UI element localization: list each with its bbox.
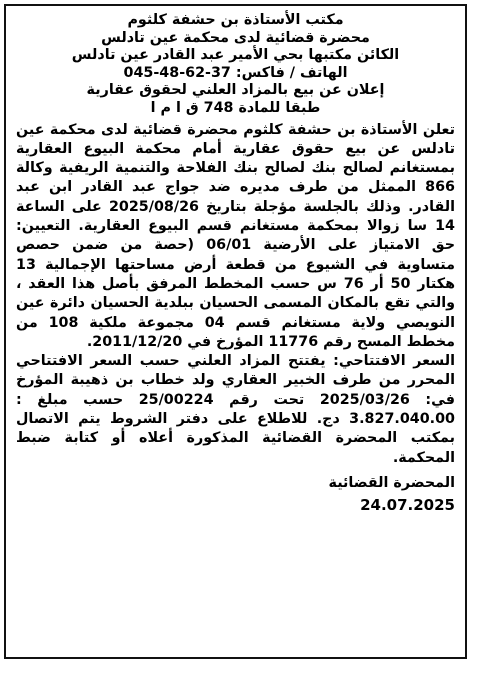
office-title: محضرة قضائية لدى محكمة عين تادلس (101, 29, 370, 46)
office-address: الكائن مكتبها بحي الأمير عبد القادر عين تادلس (71, 47, 400, 64)
notice-title: إعلان عن بيع بالمزاد العلني لحقوق عقارية (86, 82, 385, 99)
notice-paragraph-sale: تعلن الأستاذة بن حشفة كلثوم محضرة قضائية لدى محكمة عين تادلس عن بيع حقوق عقارية أمام محكمة البيوع العقارية بمستغانم لصالح بنك لصالح بنك الفلاحة والتنمية الريفية وكالة 866 الممثل من طرف مديره ضد جواج عبد القادر ابن عبد القادر. وذلك بالجلسة مؤجلة بتاريخ 2025/08/26 على الساعة 14 سا زوالا بمحكمة مستغانم قسم البيوع العقارية. التعيين: حق الامتياز على الأرضية 06/01 (حصة من ضمن حصص متساوية في الشيوع من قطعة أرض مساحتها الإجمالية 13 هكتار 50 أر 76 س حسب المخطط المرفق بأصل هذا العقد ، والتي تقع بالمكان المسمى الحسيان ببلدية الحسيان دائرة عين النويصي ولاية مستغانم قسم 04 مجموعة ملكية 108 من مخطط المسح رقم 11776 المؤرخ في 2011/12/20. (16, 121, 456, 350)
notice-date: 24.07.2025 (360, 495, 455, 514)
notice-footer (16, 472, 455, 516)
office-name: مكتب الأستاذة بن حشفة كلثوم (127, 12, 344, 28)
notice-header (16, 12, 455, 118)
signature: المحضرة القضائية (328, 474, 455, 491)
notice-legal-article: طبقا للمادة 748 ق ا م ا (150, 99, 321, 116)
notice-body (16, 121, 455, 468)
legal-notice (4, 4, 467, 659)
office-phone: الهاتف / فاكس: 37-62-48-045 (123, 64, 348, 81)
notice-paragraph-price: السعر الافتتاحي: يفتتح المزاد العلني حسب السعر الافتتاحي المحرر من طرف الخبير العقاري ولد خطاب بن ذهيبة المؤرخ في: 2025/03/26 تحت رقم 25/00224 حسب مبلغ : 3.827.040.00 دج. للاطلاع على دفتر الشروط يتم الاتصال بمكتب المحضرة القضائية المذكورة أعلاه أو كتابة ضبط المحكمة. (16, 353, 455, 466)
